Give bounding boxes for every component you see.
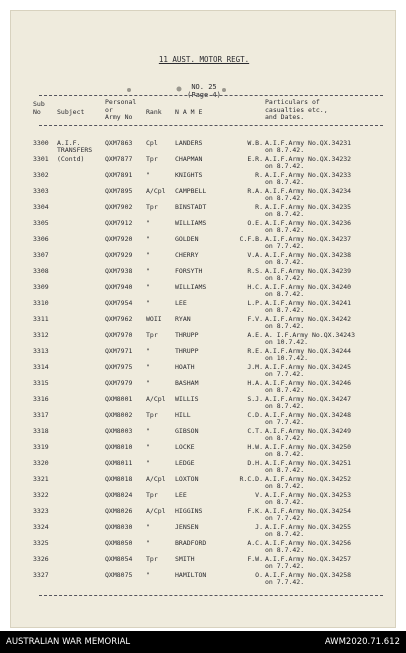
row-date: on 7.7.42. [265,514,305,522]
row-particulars: A.I.F.Army No.QX.34251 [265,459,352,467]
row-rank: " [146,251,150,259]
row-sub-no: 3310 [33,299,49,307]
row-surname: LANDERS [175,139,203,147]
row-sub-no: 3313 [33,347,49,355]
row-sub-no: 3321 [33,475,49,483]
row-surname: GIBSON [175,427,199,435]
row-sub-no: 3309 [33,283,49,291]
row-date: on 8.7.42. [265,466,305,474]
row-rank: Tpr [146,331,158,339]
row-surname: CHERRY [175,251,199,259]
row-army-no: QXM7938 [105,267,133,275]
row-army-no: QXM7962 [105,315,133,323]
row-surname: FORSYTH [175,267,203,275]
row-sub-no: 3300 [33,139,49,147]
row-date: on 8.7.42. [265,226,305,234]
row-surname: LEE [175,299,187,307]
header-subject: Subject [57,108,85,116]
row-initials: H.W. [247,443,263,451]
row-particulars: A.I.F.Army No.QX.34242 [265,315,352,323]
row-army-no: QXM7979 [105,379,133,387]
row-date: on 8.7.42. [265,546,305,554]
row-rank: A/Cpl [146,507,166,515]
row-army-no: QXM8002 [105,411,133,419]
row-rank: A/Cpl [146,187,166,195]
row-army-no: QXM7940 [105,283,133,291]
row-particulars: A.I.F.Army No.QX.34247 [265,395,352,403]
row-rank: A/Cpl [146,395,166,403]
row-rank: " [146,523,150,531]
row-date: on 7.7.42. [265,242,305,250]
row-army-no: QXM7975 [105,363,133,371]
row-army-no: QXM7971 [105,347,133,355]
row-date: on 8.7.42. [265,274,305,282]
row-rank: WOII [146,315,162,323]
row-sub-no: 3306 [33,235,49,243]
header-army-no: Personal or Army No [105,98,137,121]
row-date: on 8.7.42. [265,162,305,170]
row-rank: " [146,171,150,179]
row-sub-no: 3304 [33,203,49,211]
row-initials: C.F.B. [239,235,263,243]
row-surname: THRUPP [175,331,199,339]
row-date: on 8.7.42. [265,290,305,298]
row-initials: V. [255,491,263,499]
row-particulars: A.I.F.Army No.QX.34248 [265,411,352,419]
row-date: on 7.7.42. [265,370,305,378]
row-sub-no: 3319 [33,443,49,451]
row-particulars: A.I.F.Army No.QX.34256 [265,539,352,547]
row-date: on 8.7.42. [265,482,305,490]
row-rank: " [146,299,150,307]
row-initials: F.K. [247,507,263,515]
row-particulars: A.I.F.Army No.QX.34252 [265,475,352,483]
row-initials: D.H. [247,459,263,467]
row-rank: " [146,379,150,387]
row-sub-no: 3320 [33,459,49,467]
row-initials: V.A. [247,251,263,259]
row-rank: " [146,539,150,547]
footer-accession-number: AWM2020.71.612 [324,637,400,647]
row-initials: J. [255,523,263,531]
row-army-no: QXM8030 [105,523,133,531]
row-rank: Cpl [146,139,158,147]
row-initials: W.B. [247,139,263,147]
row-date: on 8.7.42. [265,178,305,186]
row-sub-no: 3308 [33,267,49,275]
row-army-no: QXM7920 [105,235,133,243]
row-rank: " [146,459,150,467]
row-surname: CAMPBELL [175,187,207,195]
order-number: NO. 25 [191,83,217,91]
row-surname: GOLDEN [175,235,199,243]
row-initials: E.R. [247,155,263,163]
row-rank: " [146,267,150,275]
row-initials: F.V. [247,315,263,323]
row-date: on 8.7.42. [265,146,305,154]
row-rank: " [146,219,150,227]
row-rank: " [146,347,150,355]
row-date: on 7.7.42. [265,578,305,586]
row-surname: BASHAM [175,379,199,387]
row-date: on 8.7.42. [265,386,305,394]
row-date: on 8.7.42. [265,530,305,538]
row-subject: A.I.F. [57,139,81,147]
row-date: on 7.7.42. [265,418,305,426]
header-name: N A M E [175,108,203,116]
row-army-no: QXM7891 [105,171,133,179]
row-army-no: QXM8003 [105,427,133,435]
row-date: on 10.7.42. [265,338,309,346]
row-surname: WILLIS [175,395,199,403]
row-sub-no: 3301 [33,155,49,163]
row-sub-no: 3312 [33,331,49,339]
row-surname: HOATH [175,363,195,371]
row-particulars: A.I.F.Army No.QX.34232 [265,155,352,163]
row-sub-no: 3305 [33,219,49,227]
row-army-no: QXM8054 [105,555,133,563]
row-surname: CHAPMAN [175,155,203,163]
document-title: 11 AUST. MOTOR REGT. [158,55,250,64]
row-rank: " [146,427,150,435]
row-sub-no: 3307 [33,251,49,259]
row-particulars: A.I.F.Army No.QX.34255 [265,523,352,531]
row-sub-no: 3324 [33,523,49,531]
row-sub-no: 3317 [33,411,49,419]
row-particulars: A.I.F.Army No.QX.34246 [265,379,352,387]
row-surname: RYAN [175,315,191,323]
row-army-no: QXM8026 [105,507,133,515]
row-initials: R.E. [247,347,263,355]
row-sub-no: 3318 [33,427,49,435]
row-surname: BRADFORD [175,539,207,547]
row-initials: C.D. [247,411,263,419]
row-particulars: A.I.F.Army No.QX.34234 [265,187,352,195]
row-subject-line2: TRANSFERS [57,146,93,154]
row-initials: J.M. [247,363,263,371]
row-army-no: QXM8001 [105,395,133,403]
row-initials: H.A. [247,379,263,387]
row-subject: (Contd) [57,155,85,163]
row-rank: Tpr [146,491,158,499]
row-date: on 7.7.42. [265,562,305,570]
row-date: on 8.7.42. [265,306,305,314]
row-particulars: A.I.F.Army No.QX.34239 [265,267,352,275]
row-sub-no: 3302 [33,171,49,179]
row-army-no: QXM8011 [105,459,133,467]
row-surname: BINSTADT [175,203,207,211]
row-sub-no: 3314 [33,363,49,371]
row-rank: Tpr [146,203,158,211]
header-rule-top [39,95,383,96]
row-particulars: A.I.F.Army No.QX.34254 [265,507,352,515]
row-rank: " [146,363,150,371]
row-sub-no: 3315 [33,379,49,387]
row-rank: " [146,283,150,291]
row-surname: LOXTON [175,475,199,483]
row-particulars: A.I.F.Army No.QX.34235 [265,203,352,211]
footer-bar [0,631,406,653]
row-initials: O.E. [247,219,263,227]
table-rule-end [39,595,383,596]
row-rank: Tpr [146,411,158,419]
row-date: on 8.7.42. [265,402,305,410]
row-rank: A/Cpl [146,475,166,483]
header-sub-no: Sub No [33,100,45,116]
row-initials: R.S. [247,267,263,275]
row-particulars: A.I.F.Army No.QX.34240 [265,283,352,291]
row-surname: WILLIAMS [175,219,207,227]
row-surname: SMITH [175,555,195,563]
row-army-no: QXM7863 [105,139,133,147]
row-surname: JENSEN [175,523,199,531]
row-particulars: A. I.F.Army No.QX.34243 [265,331,356,339]
row-sub-no: 3322 [33,491,49,499]
row-particulars: A.I.F.Army No.QX.34253 [265,491,352,499]
row-surname: HAMILTON [175,571,207,579]
row-army-no: QXM8010 [105,443,133,451]
row-army-no: QXM7912 [105,219,133,227]
row-sub-no: 3323 [33,507,49,515]
page-number: (Page 4) [187,91,221,99]
row-initials: C.T. [247,427,263,435]
row-sub-no: 3316 [33,395,49,403]
row-surname: LEDGE [175,459,195,467]
row-particulars: A.I.F.Army No.QX.34233 [265,171,352,179]
row-army-no: QXM7877 [105,155,133,163]
row-date: on 8.7.42. [265,498,305,506]
row-surname: WILLIAMS [175,283,207,291]
row-date: on 8.7.42. [265,194,305,202]
row-particulars: A.I.F.Army No.QX.34245 [265,363,352,371]
row-initials: A.C. [247,539,263,547]
row-particulars: A.I.F.Army No.QX.34236 [265,219,352,227]
row-initials: F.W. [247,555,263,563]
row-initials: R. [255,203,263,211]
row-particulars: A.I.F.Army No.QX.34258 [265,571,352,579]
row-surname: KNIGHTS [175,171,203,179]
row-initials: O. [255,571,263,579]
row-sub-no: 3326 [33,555,49,563]
row-sub-no: 3327 [33,571,49,579]
row-sub-no: 3303 [33,187,49,195]
row-rank: " [146,235,150,243]
row-surname: LEE [175,491,187,499]
row-surname: LOCKE [175,443,195,451]
row-rank: " [146,443,150,451]
row-surname: HILL [175,411,191,419]
row-date: on 8.7.42. [265,434,305,442]
row-initials: A.E. [247,331,263,339]
row-army-no: QXM7954 [105,299,133,307]
row-army-no: QXM8018 [105,475,133,483]
row-initials: R.A. [247,187,263,195]
row-army-no: QXM7902 [105,203,133,211]
table-row [11,571,397,593]
row-army-no: QXM8024 [105,491,133,499]
row-rank: Tpr [146,155,158,163]
row-army-no: QXM8075 [105,571,133,579]
row-army-no: QXM8050 [105,539,133,547]
row-initials: R.C.D. [239,475,263,483]
row-date: on 8.7.42. [265,258,305,266]
footer-institution: AUSTRALIAN WAR MEMORIAL [6,637,131,647]
row-surname: THRUPP [175,347,199,355]
row-initials: H.C. [247,283,263,291]
row-date: on 10.7.42. [265,354,309,362]
row-particulars: A.I.F.Army No.QX.34237 [265,235,352,243]
row-initials: S.J. [247,395,263,403]
header-particulars: Particulars of casualties etc., and Dates. [265,98,328,121]
row-particulars: A.I.F.Army No.QX.34249 [265,427,352,435]
row-rank: " [146,571,150,579]
row-particulars: A.I.F.Army No.QX.34244 [265,347,352,355]
row-particulars: A.I.F.Army No.QX.34231 [265,139,352,147]
header-rank: Rank [146,108,162,116]
row-army-no: QXM7970 [105,331,133,339]
header-rule-bottom [39,125,383,126]
row-sub-no: 3311 [33,315,49,323]
row-date: on 8.7.42. [265,450,305,458]
row-surname: HIGGINS [175,507,203,515]
row-particulars: A.I.F.Army No.QX.34257 [265,555,352,563]
row-particulars: A.I.F.Army No.QX.34238 [265,251,352,259]
document-page [10,10,396,628]
row-sub-no: 3325 [33,539,49,547]
row-particulars: A.I.F.Army No.QX.34241 [265,299,352,307]
row-army-no: QXM7929 [105,251,133,259]
row-initials: R. [255,171,263,179]
row-date: on 8.7.42. [265,322,305,330]
row-rank: Tpr [146,555,158,563]
row-date: on 8.7.42. [265,210,305,218]
row-particulars: A.I.F.Army No.QX.34250 [265,443,352,451]
row-army-no: QXM7895 [105,187,133,195]
row-initials: L.P. [247,299,263,307]
